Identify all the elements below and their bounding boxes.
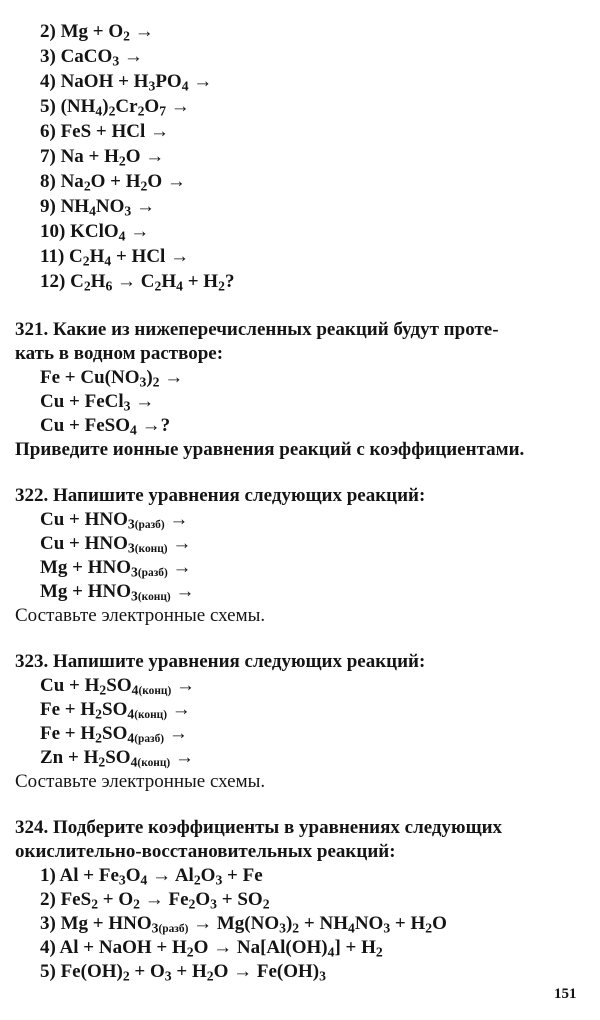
reaction-line: 1) $Al + Fe_3O_4 \to Al_2O_3 + Fe$ bbox=[40, 865, 263, 888]
reaction-line: $Fe + H_2SO_{4(разб)}$ → bbox=[40, 723, 188, 746]
list-item: 12) $C_2H_6 \to C_2H_4 + H_2$? bbox=[40, 271, 235, 294]
problem-324-text-cont: окислительно-восстановительных реакций: bbox=[15, 841, 396, 862]
problem-text: Напишите уравнения следующих реакций: bbox=[53, 485, 426, 506]
list-item: 8) $Na_2O + H_2O$ → bbox=[40, 171, 186, 194]
problem-text: Какие из нижеперечисленных реакций будут проте- bbox=[53, 319, 499, 340]
reaction-line: $Cu + HNO_{3(конц)}$ → bbox=[40, 533, 192, 556]
problem-321-heading bbox=[15, 318, 499, 342]
reaction-line: 3) $Mg + HNO_{3(разб)} \to Mg(NO_3)_2 + NH_4NO_3 + H_2O$ bbox=[40, 913, 447, 936]
reaction-line: 5) $Fe(OH)_2 + O_3 + H_2O \to Fe(OH)_3$ bbox=[40, 961, 326, 984]
problem-number: 321. bbox=[15, 319, 49, 340]
problem-text: Подберите коэффициенты в уравнениях следующих bbox=[53, 817, 503, 838]
reaction-line: $Fe + H_2SO_{4(конц)}$ → bbox=[40, 699, 191, 722]
list-item: 6) FeS + HCl → bbox=[40, 121, 170, 142]
problem-322-footer: Составьте электронные схемы. bbox=[15, 605, 266, 626]
reaction-line: $Cu + H_2SO_{4(конц)}$ → bbox=[40, 675, 196, 698]
reaction-line: $Cu + HNO_{3(разб)}$ → bbox=[40, 509, 189, 532]
reaction-line: Cu + FeCl$_3$ → bbox=[40, 391, 155, 414]
list-item: 11) $C_2H_4$ + HCl → bbox=[40, 246, 190, 269]
problem-number: 323. bbox=[15, 651, 49, 672]
list-item: 10) KClO$_4$ → bbox=[40, 221, 150, 244]
problem-323-heading bbox=[15, 650, 425, 674]
list-item: 9) $NH_4NO_3$ → bbox=[40, 196, 156, 219]
list-item: 3) CaCO$_3$ → bbox=[40, 46, 143, 69]
problem-number: 322. bbox=[15, 485, 49, 506]
problem-321-text-cont: кать в водном растворе: bbox=[15, 343, 224, 364]
reaction-line: Cu + FeSO$_4$ →? bbox=[40, 415, 171, 438]
reaction-line: $Mg + HNO_{3(конц)}$ → bbox=[40, 581, 195, 604]
reaction-line: $Zn + H_2SO_{4(конц)}$ → bbox=[40, 747, 194, 770]
reaction-line: $Mg + HNO_{3(разб)}$ → bbox=[40, 557, 192, 580]
problem-321-footer: Приведите ионные уравнения реакций с коэффициентами. bbox=[15, 439, 525, 460]
problem-323-footer: Составьте электронные схемы. bbox=[15, 771, 266, 792]
list-item: 7) $Na + H_2O$ → bbox=[40, 146, 165, 169]
list-item: 4) NaOH + $H_3PO_4$ → bbox=[40, 71, 213, 94]
reaction-line: 2) $FeS_2 + O_2 \to Fe_2O_3 + SO_2$ bbox=[40, 889, 270, 912]
problem-text: Напишите уравнения следующих реакций: bbox=[53, 651, 426, 672]
problem-322-heading bbox=[15, 484, 425, 508]
list-item: 5) $(NH_4)_2Cr_2O_7$ → bbox=[40, 96, 190, 119]
list-item: 2) $Mg + O_2$ → bbox=[40, 21, 154, 44]
reaction-line: 4) Al + NaOH + $H_2O \to Na[Al(OH)_4] + H_2$ bbox=[40, 937, 383, 960]
reaction-line: $Fe + Cu(NO_3)_2$ → bbox=[40, 367, 184, 390]
problem-324-heading bbox=[15, 816, 502, 840]
page-number: 151 bbox=[554, 986, 577, 1002]
problem-number: 324. bbox=[15, 817, 49, 838]
